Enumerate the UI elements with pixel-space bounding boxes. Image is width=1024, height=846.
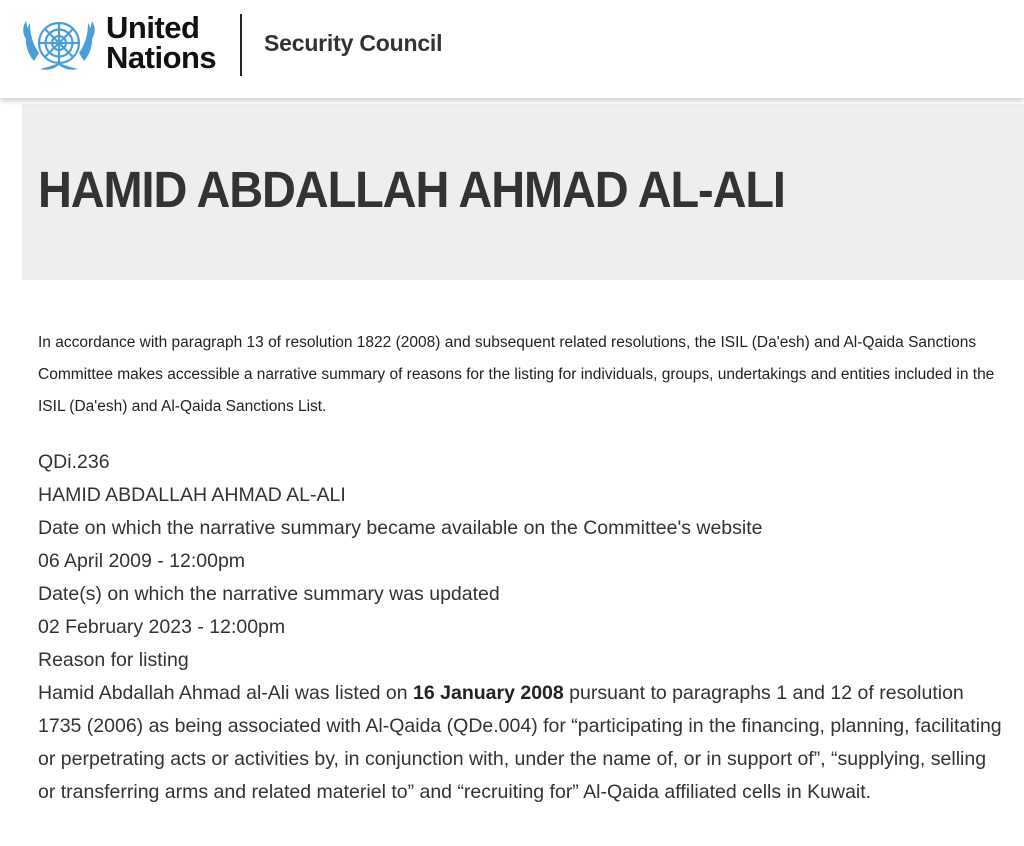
narrative-summary (38, 446, 1003, 809)
reference-number: QDi.236 (38, 451, 110, 473)
page-title-band (22, 104, 1024, 280)
updated-date-label: Date(s) on which the narrative summary was updated (38, 583, 500, 605)
site-header (0, 0, 1024, 98)
reason-text (38, 677, 1003, 809)
listing-date: 16 January 2008 (413, 682, 564, 704)
entry-name: HAMID ABDALLAH AHMAD AL-ALI (38, 484, 346, 506)
reason-text-start: Hamid Abdallah Ahmad al-Ali was listed on (38, 682, 414, 704)
logo-line-2: Nations (106, 40, 217, 75)
reason-text-end: pursuant to paragraphs 1 and 12 of resolution 1735 (2006) as being associated with Al-Qaida (QDe.004) for “participating in the financing, planning, facilitating or perpetrating acts or activities by, in conjunction with, under the name of, or in support of”, “supplying, selling or transferring arms and related materiel to” and “recruiting for” Al-Qaida affiliated cells in Kuwait. (38, 682, 1002, 803)
site-name-link[interactable]: Security Council (264, 30, 443, 56)
page-title: HAMID ABDALLAH AHMAD AL-ALI (38, 161, 785, 218)
available-date-label: Date on which the narrative summary became available on the Committee's website (38, 517, 763, 539)
updated-date-value: 02 February 2023 - 12:00pm (38, 616, 286, 638)
intro-paragraph: In accordance with paragraph 13 of resolution 1822 (2008) and subsequent related resolutions, the ISIL (Da'esh) and Al-Qaida Sanctions Committee makes accessible a narrative summary of reasons for the listing for individuals, groups, undertakings and entities included in the ISIL (Da'esh) and Al-Qaida Sanctions List. (38, 334, 995, 415)
un-emblem-icon[interactable] (20, 13, 98, 77)
logo-line-1: United (106, 10, 200, 45)
reason-label: Reason for listing (38, 649, 189, 671)
header-divider (240, 14, 242, 76)
available-date-value: 06 April 2009 - 12:00pm (38, 550, 246, 572)
un-logo-wordmark[interactable] (106, 10, 217, 75)
